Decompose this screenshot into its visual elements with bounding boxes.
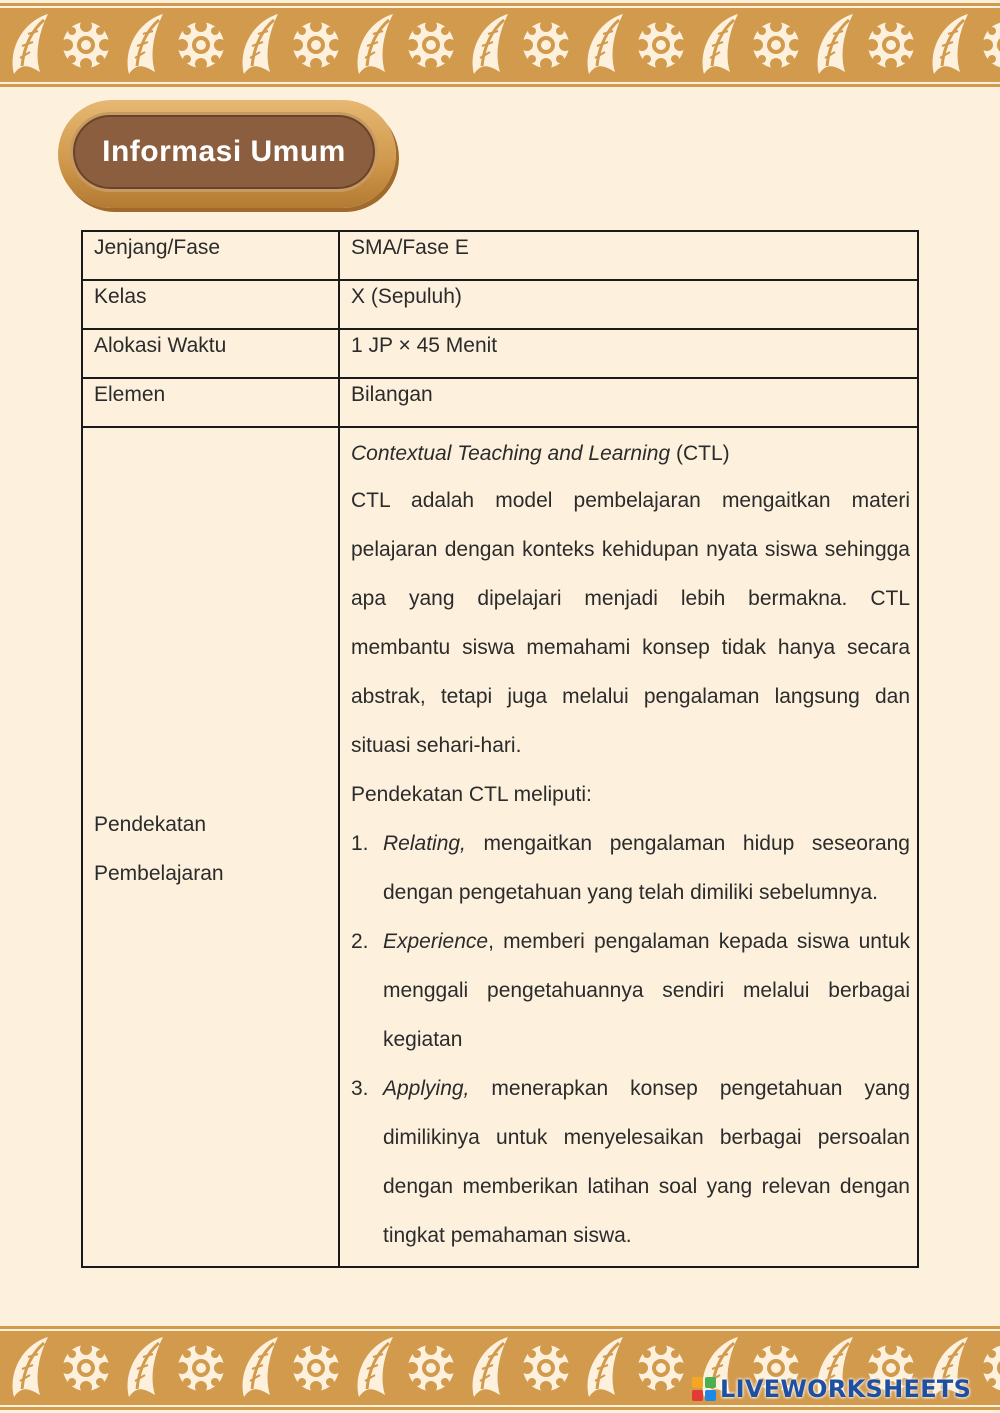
section-title-badge — [58, 100, 396, 208]
list-item-term: Relating, — [383, 832, 466, 855]
list-item-term: Experience — [383, 930, 489, 953]
brand-name: LIVEWORKSHEETS — [720, 1375, 972, 1403]
table-row — [82, 378, 918, 427]
row-value: 1 JP × 45 Menit — [339, 329, 918, 378]
model-title — [351, 432, 910, 476]
list-item-number: 2. — [351, 930, 369, 953]
approach-label-line1: Pendekatan — [94, 813, 207, 836]
approach-label-line2: Pembelajaran — [94, 862, 224, 885]
list-item — [351, 1064, 910, 1260]
table-row — [82, 329, 918, 378]
list-item-text: , memberi pengalaman kepada siswa untuk menggali pengetahuannya sendiri melalui berbagai kegiatan — [383, 930, 910, 1051]
row-label: Elemen — [82, 378, 339, 427]
top-decorative-border — [0, 0, 1000, 90]
section-title: Informasi Umum — [102, 135, 346, 168]
model-description: CTL adalah model pembelajaran mengaitkan materi pelajaran dengan konteks kehidupan nyata siswa sehingga apa yang dipelajari menjadi lebih bermakna. CTL membantu siswa memahami konsep tidak hanya secara abstrak, tetapi juga melalui pengalaman langsung dan situasi sehari-hari. — [351, 489, 910, 757]
row-label: Jenjang/Fase — [82, 231, 339, 280]
general-info-table — [81, 230, 919, 1268]
model-abbr: (CTL) — [675, 442, 730, 465]
table-row-approach — [82, 427, 918, 1267]
list-item — [351, 819, 910, 917]
row-value: Bilangan — [339, 378, 918, 427]
list-item-text: menerapkan konsep pengetahuan yang dimilikinya untuk menyelesaikan berbagai persoalan dengan memberikan latihan soal yang relevan dengan tingkat pemahaman siswa. — [383, 1077, 910, 1247]
approach-list — [351, 819, 910, 1260]
list-item-term: Applying, — [383, 1077, 470, 1100]
model-name: Contextual Teaching and Learning — [351, 442, 671, 465]
table-row — [82, 231, 918, 280]
liveworksheets-brand[interactable] — [692, 1374, 971, 1404]
approach-label-cell — [82, 427, 339, 1267]
list-item-number: 3. — [351, 1077, 369, 1100]
row-value: X (Sepuluh) — [339, 280, 918, 329]
table-row — [82, 280, 918, 329]
list-intro: Pendekatan CTL meliputi: — [351, 783, 592, 806]
row-value: SMA/Fase E — [339, 231, 918, 280]
list-item — [351, 917, 910, 1064]
row-label: Kelas — [82, 280, 339, 329]
approach-content-cell — [339, 427, 918, 1267]
list-item-number: 1. — [351, 832, 369, 855]
row-label: Alokasi Waktu — [82, 329, 339, 378]
list-item-text: mengaitkan pengalaman hidup seseorang dengan pengetahuan yang telah dimiliki sebelumnya. — [383, 832, 910, 904]
liveworksheets-logo-icon — [692, 1377, 716, 1401]
